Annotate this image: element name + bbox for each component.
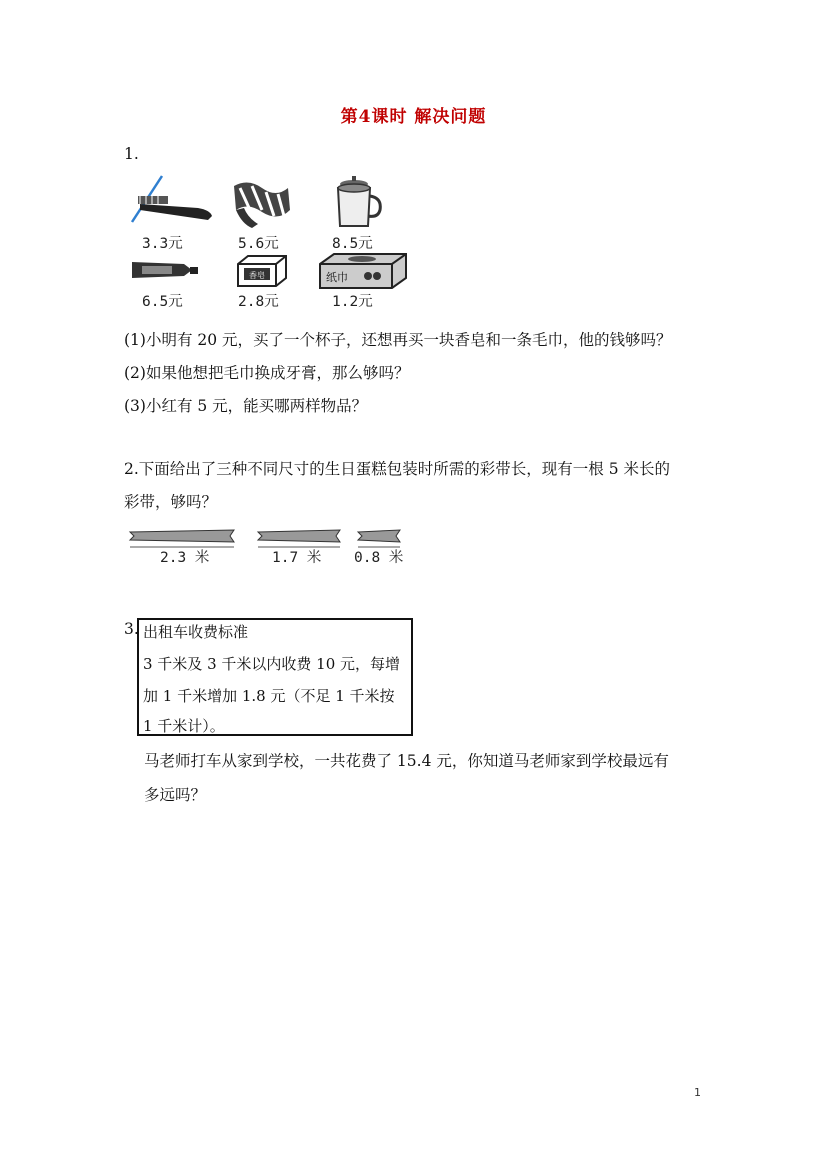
page-title: 第4课时 解决问题	[340, 107, 487, 127]
soap-icon	[234, 252, 290, 288]
question-2-line-1: 2.下面给出了三种不同尺寸的生日蛋糕包装时所需的彩带长，现有一根 5 米长的	[124, 460, 671, 478]
soap-label: 香皂	[249, 271, 265, 280]
question-1-number: 1.	[124, 145, 139, 163]
q1-subquestion-1: (1)小明有 20 元，买了一个杯子，还想再买一块香皂和一条毛巾，他的钱够吗？	[124, 331, 672, 349]
towel-price: 5.6元	[238, 236, 279, 252]
towel-icon	[228, 176, 294, 232]
soap-price: 2.8元	[238, 294, 279, 310]
cup-price: 8.5元	[332, 236, 373, 252]
toothbrush-price: 3.3元	[142, 236, 183, 252]
taxi-fare-line-2: 加 1 千米增加 1.8 元（不足 1 千米按	[143, 687, 395, 705]
toothpaste-price: 6.5元	[142, 294, 183, 310]
ribbon-2-label: 1.7 米	[272, 550, 322, 566]
ribbon-3-label: 0.8 米	[354, 550, 404, 566]
taxi-fare-box	[137, 618, 413, 736]
q1-subquestion-2: (2)如果他想把毛巾换成牙膏，那么够吗？	[124, 364, 410, 382]
toothpaste-icon	[128, 256, 202, 286]
question-2-line-2: 彩带，够吗？	[124, 493, 218, 511]
q1-subquestion-3: (3)小红有 5 元，能买哪两样物品？	[124, 397, 368, 415]
question-3-line-1: 马老师打车从家到学校，一共花费了 15.4 元，你知道马老师家到学校最远有	[144, 752, 669, 770]
question-3-number: 3.	[124, 620, 139, 638]
q1-items-figure	[120, 172, 420, 317]
toothbrush-icon	[128, 174, 218, 226]
tissue-box-icon	[318, 252, 410, 290]
tissue-label: 纸巾	[326, 271, 348, 284]
question-3-line-2: 多远吗？	[144, 786, 207, 804]
taxi-fare-title: 出租车收费标准	[143, 623, 249, 641]
tissue-price: 1.2元	[332, 294, 373, 310]
ribbon-1-label: 2.3 米	[160, 550, 210, 566]
cup-icon	[332, 176, 384, 230]
page-number: 1	[694, 1086, 701, 1099]
taxi-fare-line-1: 3 千米及 3 千米以内收费 10 元，每增	[143, 655, 401, 673]
taxi-fare-line-3: 1 千米计）。	[143, 717, 225, 735]
ribbons-figure	[126, 526, 416, 576]
